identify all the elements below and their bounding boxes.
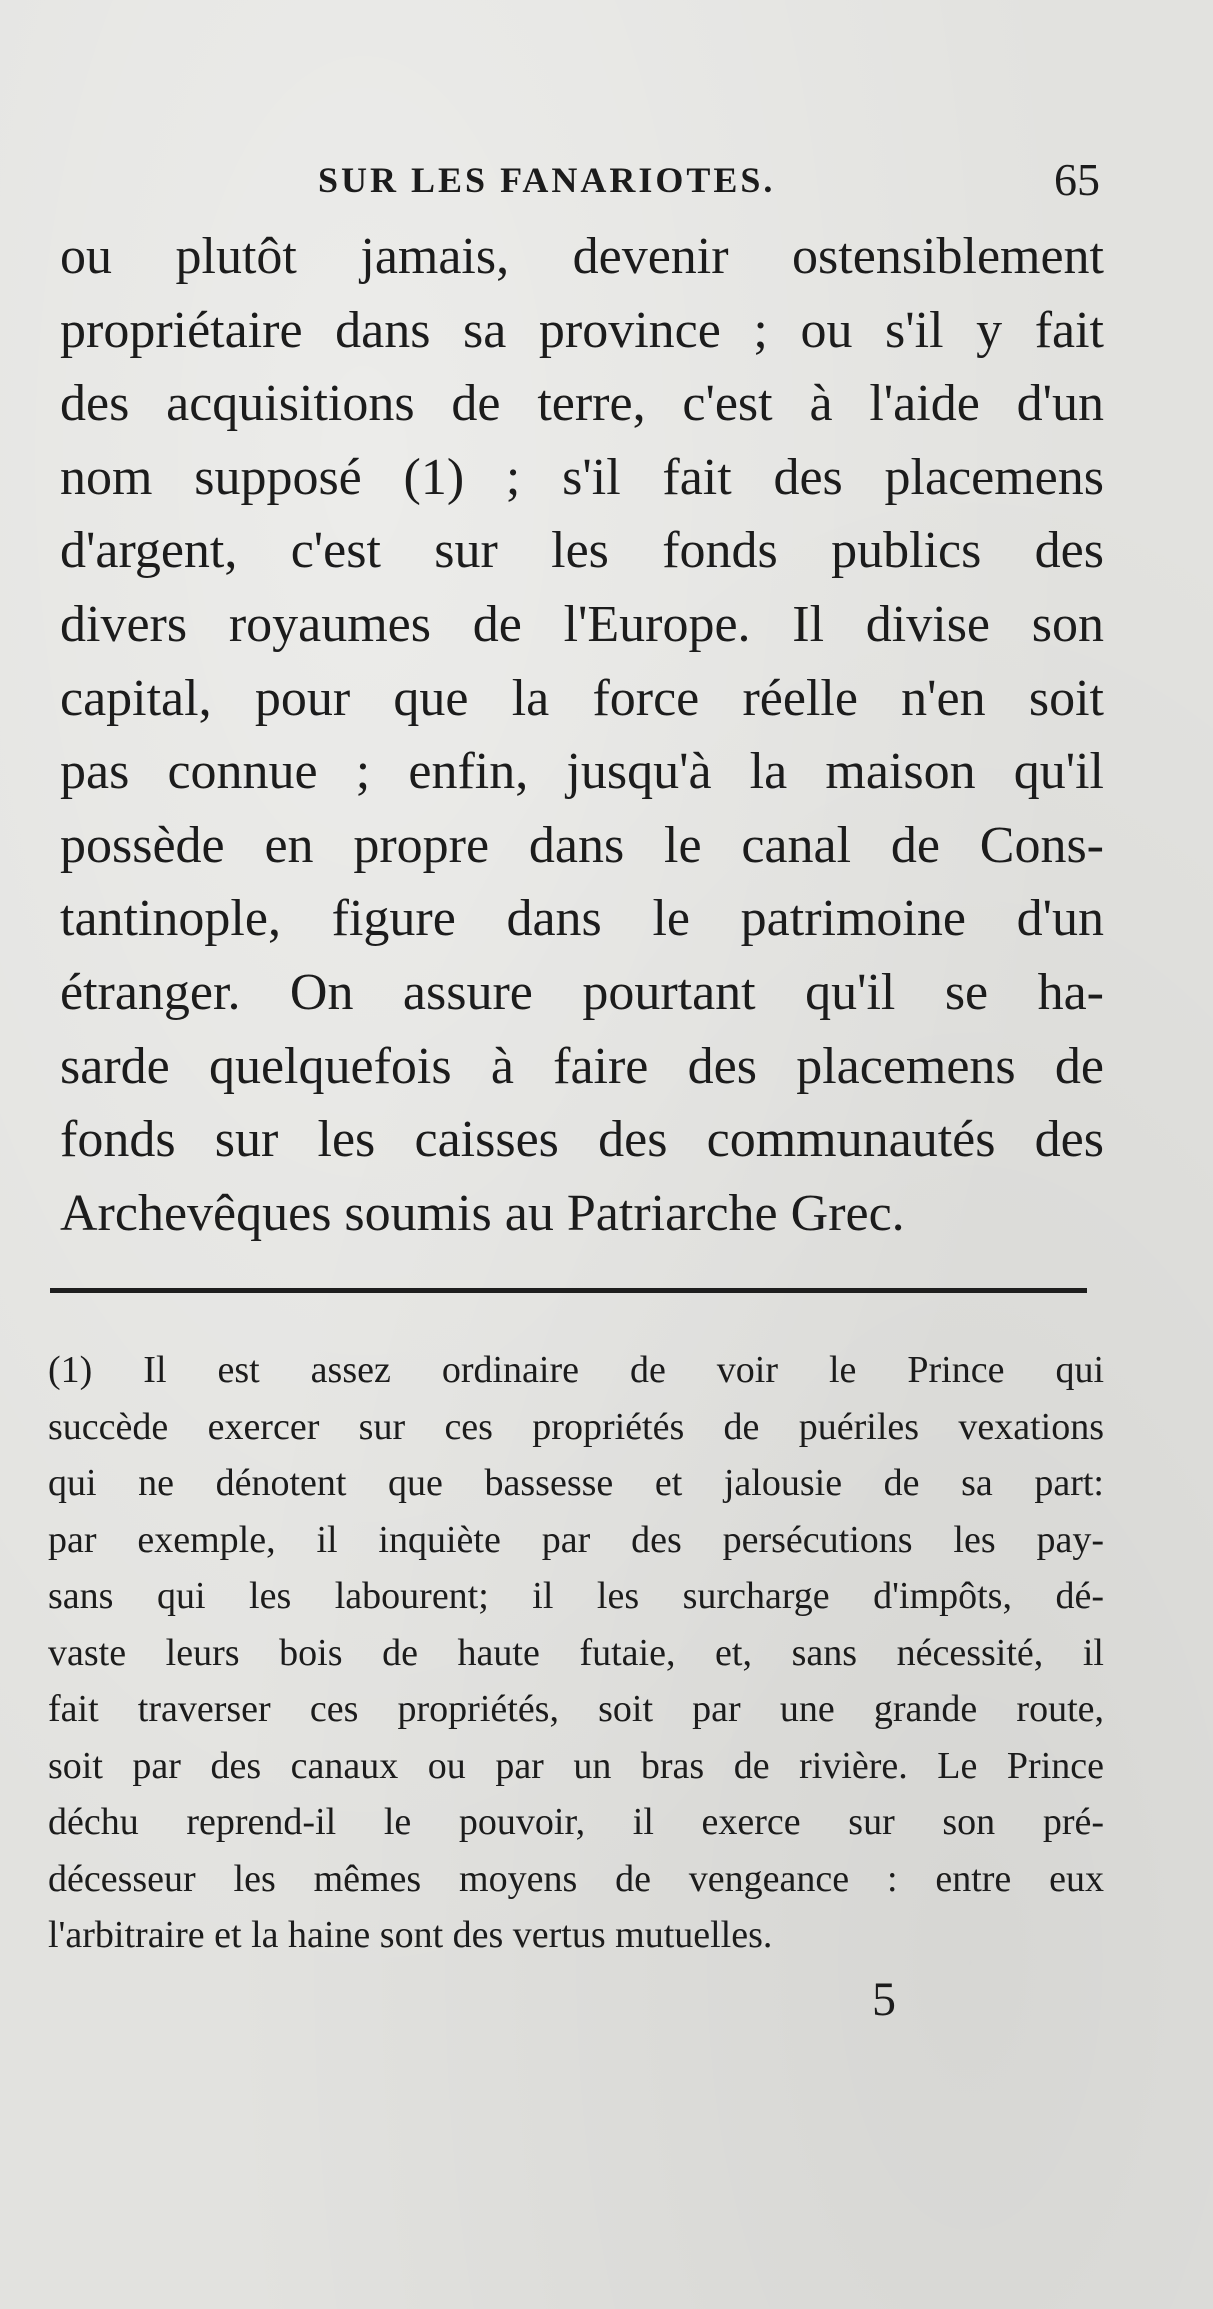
footnote: [48, 1342, 1104, 1964]
signature-mark: 5: [872, 1973, 896, 2026]
text-line: capital, pour que la force réelle n'en soit: [60, 669, 1104, 727]
footnote-line: déchu reprend-il le pouvoir, il exerce sur son pré-: [48, 1801, 1104, 1843]
text-line: possède en propre dans le canal de Cons-: [60, 816, 1104, 874]
footnote-line: succède exercer sur ces propriétés de puériles vexations: [48, 1405, 1104, 1448]
footnote-line: sans qui les labourent; il les surcharge d'impôts, dé-: [48, 1575, 1104, 1617]
footnote-line: fait traverser ces propriétés, soit par une grande route,: [48, 1688, 1104, 1730]
text-line: des acquisitions de terre, c'est à l'aide d'un: [60, 375, 1104, 433]
text-line: fonds sur les caisses des communautés des: [60, 1111, 1104, 1169]
text-line: sarde quelquefois à faire des placemens de: [60, 1037, 1104, 1095]
footnote-line: (1) Il est assez ordinaire de voir le Prince qui: [48, 1349, 1104, 1391]
footnote-line: l'arbitraire et la haine sont des vertus mutuelles.: [48, 1914, 773, 1956]
footnote-rule: [50, 1288, 1087, 1293]
page-number: 65: [1054, 154, 1100, 205]
footnote-line: par exemple, il inquiète par des persécutions les pay-: [48, 1518, 1104, 1561]
text-line: tantinople, figure dans le patrimoine d'un: [60, 890, 1104, 948]
footnote-line: décesseur les mêmes moyens de vengeance : entre eux: [48, 1857, 1104, 1900]
text-line: étranger. On assure pourtant qu'il se ha-: [60, 963, 1104, 1021]
page-header: [60, 150, 1100, 210]
main-text: [60, 220, 1104, 1250]
text-line: pas connue ; enfin, jusqu'à la maison qu'il: [60, 743, 1104, 801]
text-line: propriétaire dans sa province ; ou s'il y fait: [60, 301, 1104, 359]
text-line: nom supposé (1) ; s'il fait des placemens: [60, 448, 1104, 506]
running-title: SUR LES FANARIOTES.: [318, 160, 776, 200]
text-line: d'argent, c'est sur les fonds publics des: [60, 522, 1104, 580]
footnote-line: vaste leurs bois de haute futaie, et, sans nécessité, il: [48, 1631, 1104, 1674]
footnote-line: qui ne dénotent que bassesse et jalousie de sa part:: [48, 1462, 1104, 1504]
text-line: ou plutôt jamais, devenir ostensiblement: [60, 228, 1104, 285]
text-line: divers royaumes de l'Europe. Il divise son: [60, 595, 1104, 653]
footnote-line: soit par des canaux ou par un bras de rivière. Le Prince: [48, 1744, 1104, 1787]
text-line: Archevêques soumis au Patriarche Grec.: [60, 1184, 905, 1242]
